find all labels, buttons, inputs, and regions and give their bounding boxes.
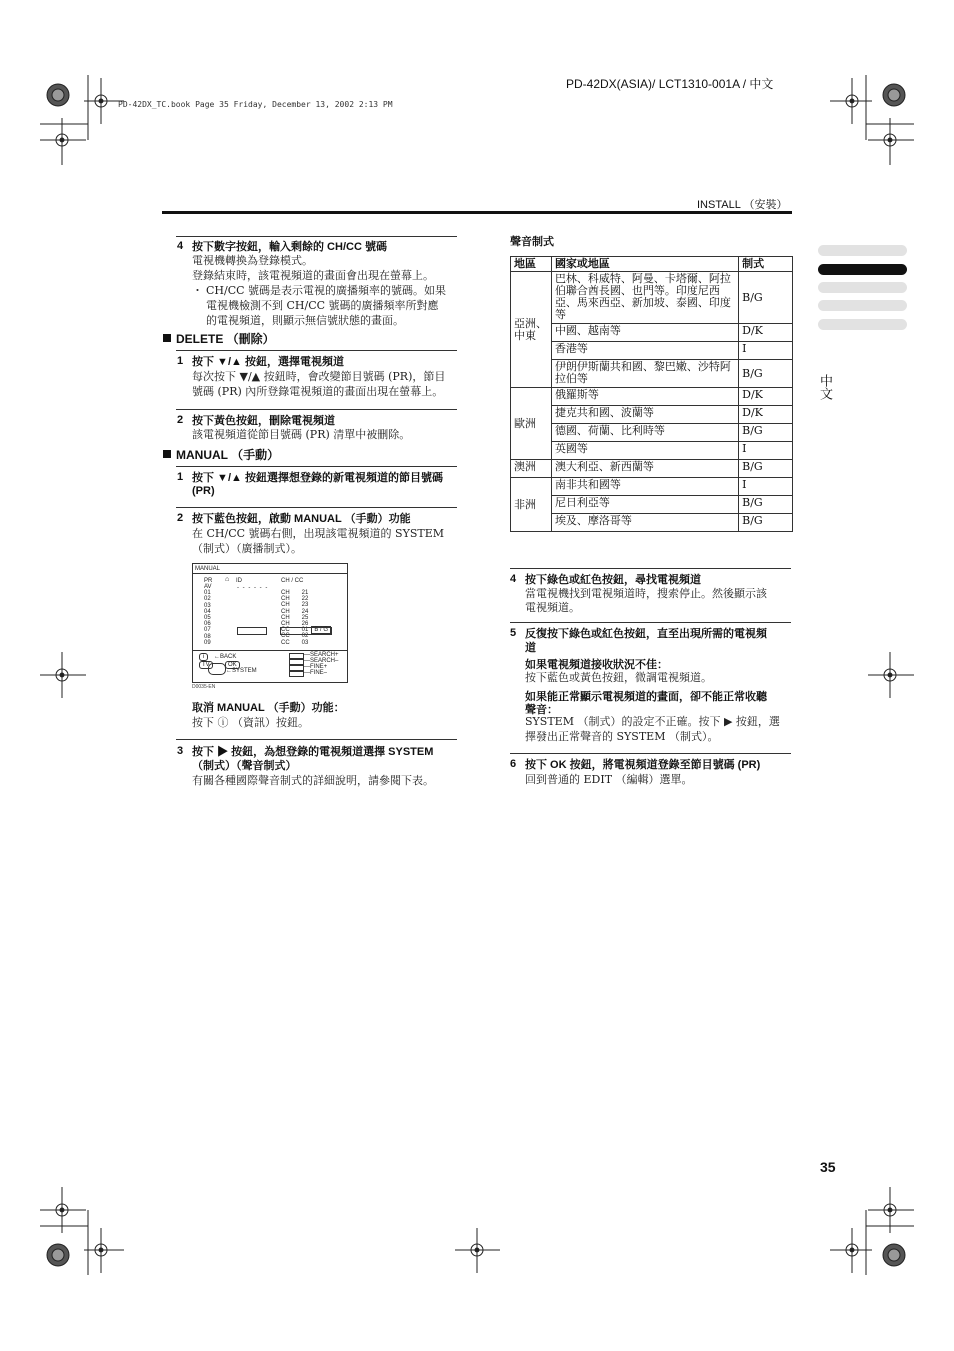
pr-item: 08 bbox=[204, 633, 211, 640]
th-region: 地區 bbox=[511, 257, 552, 272]
side-tab-pill-active bbox=[818, 264, 907, 275]
ch-row bbox=[281, 640, 331, 646]
country-cell: 中國、越南等 bbox=[551, 324, 738, 342]
rule bbox=[176, 507, 457, 508]
pr-item: 02 bbox=[204, 596, 211, 603]
step-title: 按下數字按鈕，輸入剩餘的 CH/CC 號碼 bbox=[192, 241, 387, 253]
system-label: SYSTEM bbox=[232, 668, 257, 674]
table-row bbox=[511, 342, 793, 360]
osd-ch-highlight bbox=[280, 627, 332, 635]
sub-title: 如果電視頻道接收狀況不佳： bbox=[525, 659, 668, 671]
region-cell: 亞洲、中東 bbox=[511, 272, 552, 388]
step-text: 有關各種國際聲音制式的詳細說明，請參閱下表。 bbox=[192, 774, 434, 787]
pr-item: 01 bbox=[204, 590, 211, 597]
square-bullet-icon bbox=[163, 450, 171, 458]
color-key-blue bbox=[289, 671, 304, 677]
step-title: 按下黃色按鈕，刪除電視頻道 bbox=[192, 415, 335, 427]
step-title: 按下 OK 按鈕，將電視頻道登錄至節目號碼 (PR) bbox=[525, 759, 761, 771]
fine-plus-label: —FINE+ bbox=[304, 664, 328, 670]
country-cell: 巴林、科威特、阿曼、卡塔爾、阿拉伯聯合酋長國、也門等。印度尼西亞、馬來西亞、新加坡、泰國、印度等 bbox=[551, 272, 738, 324]
square-bullet-icon bbox=[163, 334, 171, 342]
figure-code: D0035-EN bbox=[192, 684, 216, 690]
system-cell: B/G bbox=[739, 360, 793, 388]
step-title: (PR) bbox=[192, 485, 215, 497]
step-number: 5 bbox=[510, 627, 517, 639]
ch-type: CH bbox=[281, 596, 290, 603]
info-key-label: i bbox=[203, 654, 205, 660]
bullet-text: CH/CC 號碼是表示電視的廣播頻率的號碼。如果 bbox=[206, 284, 447, 297]
osd-system: ←SYSTEM bbox=[226, 668, 257, 674]
fine-minus-label: —FINE– bbox=[304, 670, 328, 676]
sub-title: 聲音： bbox=[525, 704, 558, 716]
bullet-text: 電視機檢測不到 CH/CC 號碼的廣播頻率所對應 bbox=[206, 299, 439, 312]
rule bbox=[176, 739, 457, 740]
page-number: 35 bbox=[820, 1159, 836, 1175]
system-cell: B/G bbox=[739, 496, 793, 514]
ch-number: 26 bbox=[301, 621, 309, 628]
country-cell: 俄羅斯等 bbox=[551, 388, 738, 406]
section-heading-delete bbox=[163, 330, 275, 347]
ch-number: 23 bbox=[301, 602, 309, 609]
back-label: BACK bbox=[220, 654, 237, 660]
step-title: 反復按下綠色或紅色按鈕，直至出現所需的電視頻 bbox=[525, 628, 767, 640]
rule bbox=[176, 236, 457, 237]
country-cell: 埃及、摩洛哥等 bbox=[551, 514, 738, 532]
step-text: SYSTEM （制式）的設定不正確。按下 ▶ 按鈕，選 bbox=[525, 715, 780, 728]
rule bbox=[510, 622, 791, 623]
step-number: 4 bbox=[510, 573, 517, 585]
system-cell: B/G bbox=[739, 272, 793, 324]
rule bbox=[176, 350, 457, 351]
heading-text: DELETE （刪除） bbox=[176, 332, 275, 346]
step-text: 回到普通的 EDIT （編輯）選單。 bbox=[525, 773, 693, 786]
table-row bbox=[511, 388, 793, 406]
section-label: INSTALL （安裝） bbox=[697, 199, 788, 211]
table-row bbox=[511, 442, 793, 460]
table-row bbox=[511, 406, 793, 424]
table-header-row bbox=[511, 257, 793, 272]
country-cell: 德國、荷蘭、比利時等 bbox=[551, 424, 738, 442]
system-cell: B/G bbox=[739, 460, 793, 478]
region-cell: 歐洲 bbox=[511, 388, 552, 460]
side-tab-pill bbox=[818, 319, 907, 330]
osd-back: ←BACK bbox=[214, 654, 237, 660]
pr-item: AV bbox=[204, 584, 212, 590]
step-number: 1 bbox=[177, 471, 184, 483]
rule bbox=[176, 409, 457, 410]
table-row bbox=[511, 478, 793, 496]
cancel-title: 取消 MANUAL （手動）功能： bbox=[192, 702, 345, 714]
ch-type: CH bbox=[281, 590, 290, 596]
table-row bbox=[511, 514, 793, 532]
info-key bbox=[199, 653, 208, 661]
pr-item: 09 bbox=[204, 639, 211, 646]
table-row bbox=[511, 360, 793, 388]
ch-number: 02 bbox=[301, 633, 309, 640]
side-tab-pill bbox=[818, 245, 907, 256]
table-row bbox=[511, 424, 793, 442]
table-row bbox=[511, 496, 793, 514]
country-cell: 南非共和國等 bbox=[551, 478, 738, 496]
osd-pr-list bbox=[204, 584, 212, 646]
step-text: 該電視頻道從節目號碼 (PR) 清單中被刪除。 bbox=[192, 428, 411, 441]
osd-col-id: ID bbox=[236, 578, 242, 584]
manual-osd-screen bbox=[192, 563, 348, 683]
ch-type: CC bbox=[281, 633, 290, 640]
pr-item: 05 bbox=[204, 615, 211, 622]
step-title: 按下 ▼/▲ 按鈕選擇想登錄的新電視頻道的節目號碼 bbox=[192, 472, 443, 484]
table-row bbox=[511, 460, 793, 478]
search-minus-label: —SEARCH– bbox=[304, 658, 339, 664]
system-cell: I bbox=[739, 478, 793, 496]
section-heading-manual bbox=[163, 446, 279, 463]
country-cell: 尼日利亞等 bbox=[551, 496, 738, 514]
system-cell: D/K bbox=[739, 324, 793, 342]
ch-number: 22 bbox=[301, 596, 309, 603]
osd-title: MANUAL bbox=[195, 566, 221, 572]
ch-number: 03 bbox=[301, 639, 309, 646]
ch-type: CH bbox=[281, 608, 290, 615]
table-title: 聲音制式 bbox=[510, 236, 554, 248]
osd-id-dashes: - - - - - - bbox=[237, 585, 269, 591]
step-title: 按下藍色按鈕，啟動 MANUAL （手動）功能 bbox=[192, 513, 411, 525]
step-number: 3 bbox=[177, 745, 184, 757]
osd-col-pr: PR bbox=[204, 578, 213, 584]
step-title: （制式）（聲音制式） bbox=[192, 760, 297, 772]
step-title: 道 bbox=[525, 642, 536, 654]
ch-type: CH bbox=[281, 602, 290, 609]
osd-pr-highlight bbox=[237, 627, 267, 635]
step-text: 電視頻道。 bbox=[525, 601, 580, 614]
country-cell: 香港等 bbox=[551, 342, 738, 360]
step-text: 在 CH/CC 號碼右側，出現該電視頻道的 SYSTEM bbox=[192, 527, 444, 540]
step-title: 按下 ▶ 按鈕，為想登錄的電視頻道選擇 SYSTEM bbox=[192, 746, 434, 758]
ch-number: 21 bbox=[301, 590, 309, 596]
pr-item: 03 bbox=[204, 602, 211, 609]
country-cell: 捷克共和國、波蘭等 bbox=[551, 406, 738, 424]
step-title: 按下 ▼/▲ 按鈕，選擇電視頻道 bbox=[192, 356, 344, 368]
step-text: 擇發出正常聲音的 SYSTEM （制式）。 bbox=[525, 730, 719, 743]
system-cell: D/K bbox=[739, 388, 793, 406]
system-cell: D/K bbox=[739, 406, 793, 424]
step-text: 號碼 (PR) 內所登錄電視頻道的畫面出現在螢幕上。 bbox=[192, 385, 444, 398]
pr-item: 06 bbox=[204, 621, 211, 628]
ch-number: 24 bbox=[301, 608, 309, 615]
step-number: 1 bbox=[177, 355, 184, 367]
print-info: PD-42DX_TC.book Page 35 Friday, December 13, 2002 2:13 PM bbox=[118, 100, 393, 109]
region-cell: 非洲 bbox=[511, 478, 552, 532]
header-rule bbox=[162, 211, 792, 214]
pr-item: 04 bbox=[204, 608, 211, 615]
bullet-mark: ・ bbox=[192, 284, 203, 297]
tv-key-label: TV bbox=[202, 662, 210, 668]
side-tab-pill bbox=[818, 300, 907, 311]
rule bbox=[510, 568, 791, 569]
ch-number: 01 bbox=[301, 627, 309, 634]
ok-key-label: OK bbox=[228, 662, 237, 668]
bullet-text: 的電視頻道，則顯示無信號狀態的畫面。 bbox=[206, 314, 404, 327]
country-cell: 英國等 bbox=[551, 442, 738, 460]
osd-rule bbox=[193, 650, 347, 651]
ch-type: CH bbox=[281, 621, 290, 628]
step-number: 4 bbox=[177, 240, 184, 252]
step-text: （制式）（廣播制式）。 bbox=[192, 542, 302, 555]
side-tab-pill bbox=[818, 282, 907, 293]
rule bbox=[176, 466, 457, 467]
ch-type: CC bbox=[281, 639, 290, 646]
table-row bbox=[511, 272, 793, 324]
ch-type: CH bbox=[281, 614, 290, 621]
osd-system-box: B / G bbox=[311, 626, 331, 634]
country-cell: 伊朗伊斯蘭共和國、黎巴嫩、沙特阿拉伯等 bbox=[551, 360, 738, 388]
sub-title: 如果能正常顯示電視頻道的畫面，卻不能正常收聽 bbox=[525, 691, 767, 703]
ch-number: 25 bbox=[301, 614, 309, 621]
country-cell: 澳大利亞、新西蘭等 bbox=[551, 460, 738, 478]
lock-icon: ⌂ bbox=[225, 576, 230, 583]
step-text: 每次按下 ▼/▲ 按鈕時，會改變節目號碼 (PR)，節目 bbox=[192, 370, 446, 383]
cancel-text: 按下 ⓘ （資訊）按鈕。 bbox=[192, 716, 309, 729]
system-cell: B/G bbox=[739, 424, 793, 442]
step-text: 登錄結束時，該電視頻道的畫面會出現在螢幕上。 bbox=[192, 269, 434, 282]
step-text: 電視機轉換為登錄模式。 bbox=[192, 254, 313, 267]
osd-col-chcc: CH / CC bbox=[281, 578, 304, 584]
step-text: 當電視機找到電視頻道時，搜索停止。然後顯示該 bbox=[525, 587, 767, 600]
sound-system-table bbox=[510, 256, 793, 532]
search-plus-label: —SEARCH+ bbox=[304, 652, 339, 658]
step-number: 6 bbox=[510, 758, 517, 770]
dpad-icon bbox=[208, 663, 226, 675]
heading-text: MANUAL （手動） bbox=[176, 448, 280, 462]
osd-ch-list bbox=[281, 590, 331, 646]
system-cell: I bbox=[739, 342, 793, 360]
system-cell: B/G bbox=[739, 514, 793, 532]
pr-item: 07 bbox=[204, 627, 211, 634]
step-title: 按下綠色或紅色按鈕，尋找電視頻道 bbox=[525, 574, 701, 586]
th-country: 國家或地區 bbox=[551, 257, 738, 272]
th-system: 制式 bbox=[739, 257, 793, 272]
system-cell: I bbox=[739, 442, 793, 460]
table-row bbox=[511, 324, 793, 342]
step-text: 按下藍色或黃色按鈕，微調電視頻道。 bbox=[525, 671, 712, 684]
step-number: 2 bbox=[177, 414, 184, 426]
model-header: PD-42DX(ASIA)/ LCT1310-001A / 中文 bbox=[566, 77, 774, 91]
side-tab-language: 中文 bbox=[817, 374, 832, 400]
region-cell: 澳洲 bbox=[511, 460, 552, 478]
ch-type: CC bbox=[281, 627, 290, 634]
step-number: 2 bbox=[177, 512, 184, 524]
osd-rule bbox=[193, 573, 347, 574]
rule bbox=[510, 753, 791, 754]
